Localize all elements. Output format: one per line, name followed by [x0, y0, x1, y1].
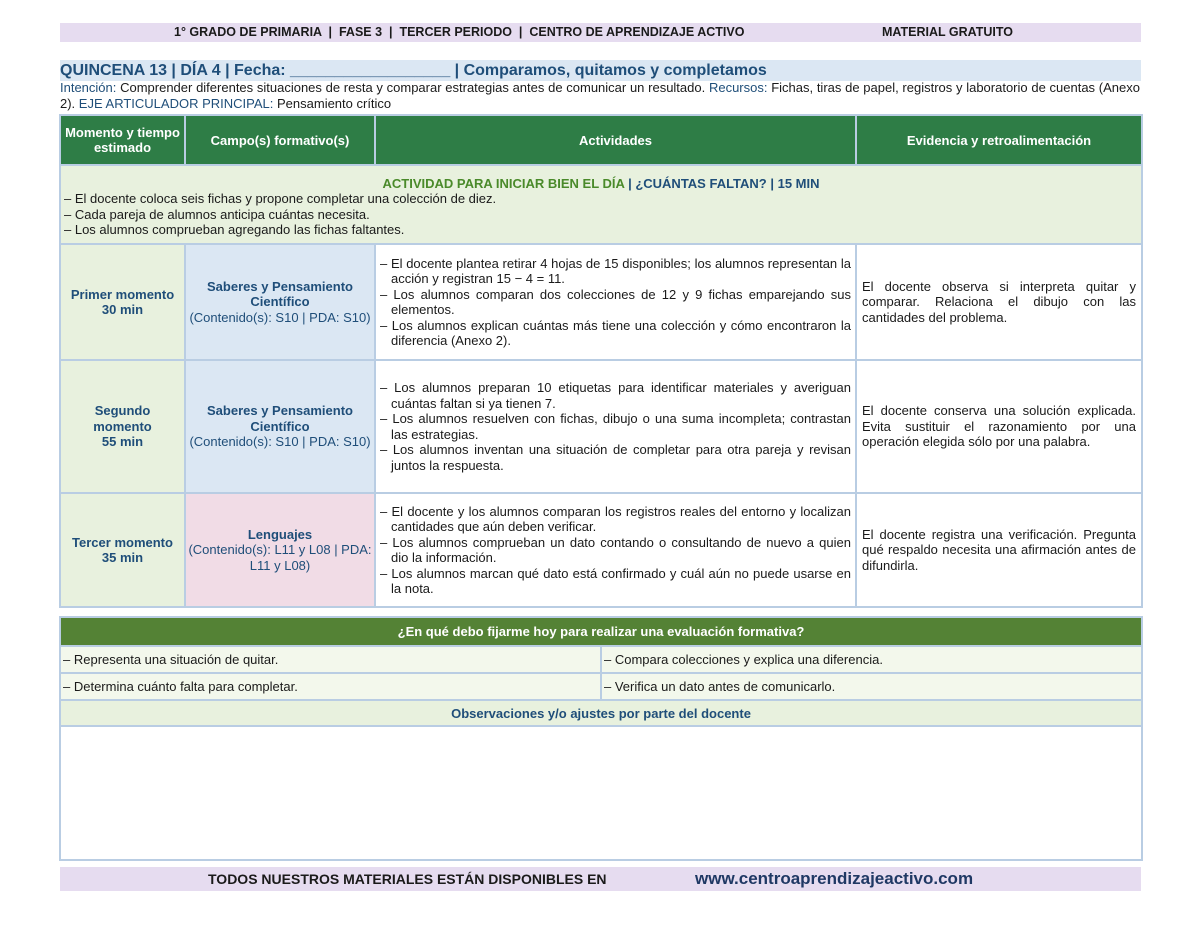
activity-item: – Los alumnos inventan una situación de completar para otra pareja y revisan juntos la respuesta.	[380, 442, 851, 473]
intencion-text: Comprender diferentes situaciones de resta y comparar estrategias antes de comunicar un resultado.	[120, 80, 706, 95]
start-activity-row	[60, 165, 1142, 244]
activity-item: – Los alumnos resuelven con fichas, dibujo o una suma incompleta; contrastan las estrategias.	[380, 411, 851, 442]
moment-time: 55 min	[101, 434, 144, 450]
table-header-row	[60, 115, 1142, 165]
start-activity-line: – Los alumnos comprueban agregando las fichas faltantes.	[64, 222, 405, 237]
recursos-text: Fichas, tiras de papel, registros y laboratorio de cuentas (Anexo 2).	[60, 80, 1140, 111]
moment-name-cell	[60, 493, 185, 607]
campo-title: Lenguajes	[247, 526, 313, 542]
top-banner	[60, 23, 1141, 42]
campo-cell	[185, 493, 375, 607]
campo-cell	[185, 360, 375, 493]
banner-free-material: MATERIAL GRATUITO	[882, 25, 1014, 39]
footer-text: TODOS NUESTROS MATERIALES ESTÁN DISPONIBLES EN	[208, 871, 607, 887]
intro-paragraph	[60, 80, 1140, 111]
header-momento: Momento y tiempo estimado	[60, 115, 185, 165]
evaluation-question: ¿En qué debo fijarme hoy para realizar una evaluación formativa?	[60, 617, 1142, 646]
eje-text: Pensamiento crítico	[277, 95, 392, 111]
moment-name: Primer momento	[70, 286, 175, 302]
evidence-cell: El docente conserva una solución explicada. Evita sustituir el razonamiento por una operación elegida sólo por una palabra.	[856, 360, 1142, 493]
page-title: QUINCENA 13 | DÍA 4 | Fecha: __________________ | Comparamos, quitamos y completamos	[60, 60, 1141, 81]
intencion-label: Intención:	[60, 80, 117, 95]
moment-name: Tercer momento	[72, 534, 173, 550]
moment-row-2	[60, 360, 1142, 493]
evaluation-item: – Compara colecciones y explica una diferencia.	[601, 646, 1142, 673]
activity-item: – Los alumnos comparan dos colecciones de 12 y 9 fichas emparejando sus elementos.	[380, 286, 851, 317]
evidence-cell: El docente observa si interpreta quitar y comparar. Relaciona el dibujo con las cantidades del problema.	[856, 244, 1142, 360]
moment-row-3	[60, 493, 1142, 607]
moment-time: 30 min	[101, 302, 144, 317]
header-campo: Campo(s) formativo(s)	[185, 115, 375, 165]
evaluation-item: – Representa una situación de quitar.	[60, 646, 601, 673]
start-activity-line: – El docente coloca seis fichas y propone completar una colección de diez.	[64, 191, 497, 206]
activities-cell	[375, 244, 856, 360]
activity-item: – Los alumnos preparan 10 etiquetas para identificar materiales y averiguan cuántas faltan si ya tienen 7.	[380, 380, 851, 411]
start-activity-line: – Cada pareja de alumnos anticipa cuántas necesita.	[64, 206, 370, 222]
campo-content: (Contenido(s): L11 y L08 | PDA: L11 y L08)	[188, 542, 372, 573]
evaluation-item: – Verifica un dato antes de comunicarlo.	[601, 673, 1142, 700]
start-activity-heading	[61, 176, 1141, 191]
activity-item: – Los alumnos comprueban un dato contando o consultando de nuevo a quien dio la información.	[380, 534, 851, 565]
campo-title: Saberes y Pensamiento Científico	[207, 403, 353, 434]
moment-name-cell	[60, 360, 185, 493]
evaluation-table	[59, 616, 1143, 861]
start-activity-title: ACTIVIDAD PARA INICIAR BIEN EL DÍA	[382, 176, 625, 191]
recursos-label: Recursos:	[708, 80, 768, 95]
campo-content: (Contenido(s): S10 | PDA: S10)	[189, 434, 371, 450]
footer-url-link[interactable]: www.centroaprendizajeactivo.com	[695, 869, 974, 888]
observations-title: Observaciones y/o ajustes por parte del docente	[60, 700, 1142, 726]
observations-area[interactable]	[60, 726, 1142, 860]
header-actividades: Actividades	[375, 115, 856, 165]
activity-item: – Los alumnos marcan qué dato está confirmado y cuál aún no puede usarse en la nota.	[380, 565, 851, 596]
campo-title: Saberes y Pensamiento Científico	[207, 278, 353, 310]
eje-label: EJE ARTICULADOR PRINCIPAL:	[78, 95, 274, 111]
campo-content: (Contenido(s): S10 | PDA: S10)	[189, 309, 371, 325]
evidence-cell: El docente registra una verificación. Pregunta qué respaldo necesita una afirmación antes de difundirla.	[856, 493, 1142, 607]
moment-name: Segundo momento	[93, 403, 152, 434]
activities-cell	[375, 493, 856, 607]
campo-cell	[185, 244, 375, 360]
activity-item: – El docente y los alumnos comparan los registros reales del entorno y localizan cantidades que aún deben verificar.	[380, 503, 851, 534]
activity-item: – El docente plantea retirar 4 hojas de 15 disponibles; los alumnos representan la acción y registran 15 − 4 = 11.	[380, 255, 851, 286]
banner-grade-info: 1° GRADO DE PRIMARIA | FASE 3 | TERCER PERIODO | CENTRO DE APRENDIZAJE ACTIVO	[174, 25, 745, 39]
activities-cell	[375, 360, 856, 493]
moment-time: 35 min	[101, 550, 144, 565]
moment-row-1	[60, 244, 1142, 360]
header-evidencia: Evidencia y retroalimentación	[856, 115, 1142, 165]
start-activity-subtitle: | ¿CUÁNTAS FALTAN? | 15 MIN	[628, 176, 820, 191]
start-activity-cell	[60, 165, 1142, 244]
moment-name-cell	[60, 244, 185, 360]
evaluation-item: – Determina cuánto falta para completar.	[60, 673, 601, 700]
footer-banner	[60, 867, 1141, 891]
activity-item: – Los alumnos explican cuántas más tiene una colección y cómo encontraron la diferencia (Anexo 2).	[380, 317, 851, 348]
planning-table	[59, 114, 1143, 608]
